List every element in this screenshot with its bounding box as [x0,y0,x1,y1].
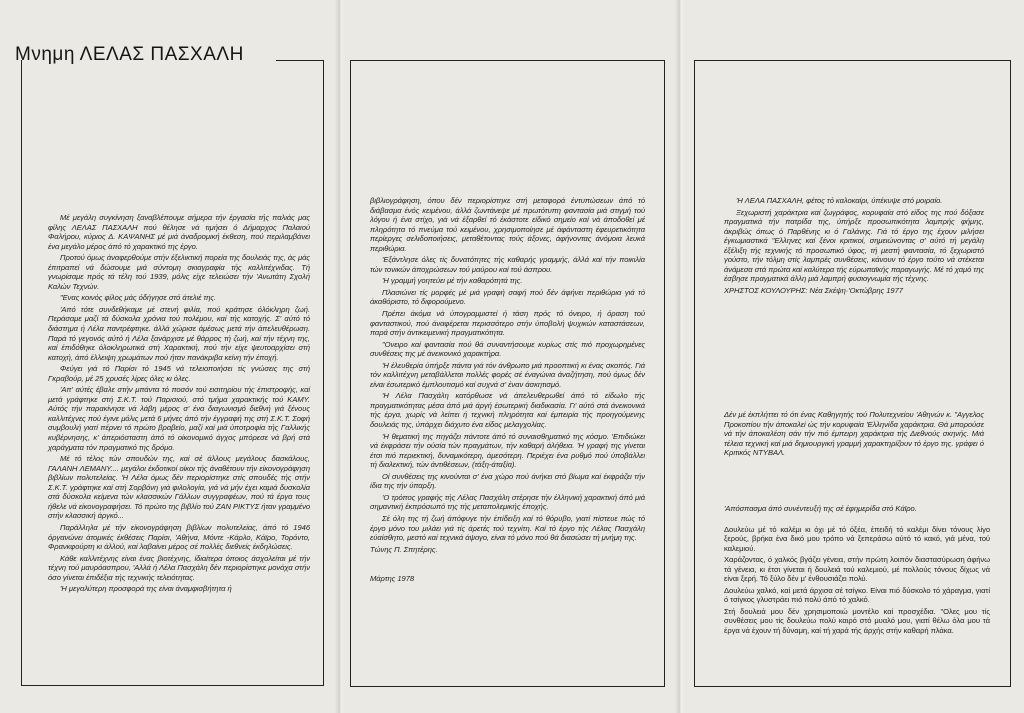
critic-signature: ΧΡΗΣΤΟΣ ΚΟΥΛΟΥΡΗΣ: Νέα Σκέψη·'Οκτώβρης 1977 [724,285,903,295]
panel-frame-left-top-rule [276,60,323,61]
paragraph: 'Η μεγαλύτερη προσφορά της είναι άναμφισβήτητα ή [60,584,232,594]
paragraph: 'Από τότε συνδεθήκαμε μέ στενή φιλία, πού κράτησε όλόκληρη ζωή. Περάσαμε μαζί τά δύσκολα χρόνια τού πολέμου, καί τής κατοχής. Σ' αύτό τό διάστημα ή Λέλα παντρέφτηκε. άλλά χώρισε άμέσως μετά τήν άπελευθέρωση. Παρά τό γεγονός αύτό ή Λέλα ξανάρχισε μέ θάρρος τή ζωή, καί τήν τέχνη της, καί έπιδόθηκε όλοκληρωτικά στή Χαρακτική, πού τήν είχε ψευτοαρχίσει στή κατοχή, άπό έλλειψη χρωμάτων πού ήταν πανάκριβα κείνη τήν έποχή. [48,304,310,362]
paragraph: 'Η θεματική της πηγάζει πάντοτε άπό τό συναισθηματικό της κόσμο. 'Επιδιώκει νά έκφράσει τήν ούσία τών πραγμάτων, τήν καθαρή άλήθεια. 'Η γραφή της γίνεται έτσι πιό περιεκτική, δυναμικότερη, άμεσότερη. Περιέχει ένα ρυθμό πού ύποβάλλει τή διαλεκτική, τών άντιθέσεων, (τάξη-άταξία). [370,431,645,470]
paragraph: 'Εξάντλησε όλες τίς δυνατότητες τής καθαρής γραμμής, άλλά καί τήν ποικιλία τών τονικών άποχρώσεων τού μαύρου καί τού άσπρου. [370,255,645,274]
paragraph: Οί συνθέσεις της κινούνται σ' ένα χώρο πού άνήκει στό βίωμα καί έκφράζει τήν ίδια της τήν ύπαρξη. [370,471,645,491]
paragraph: Χαράζοντας, ό χαλκός βγάζει γένεια, στήν πρώτη λοιπόν διαστασύρωση άφήνω τά γένεια, κι έτσι γίνεται ή δουλειά τού καλεμιού, μέ πολλούς τόνους δίχως νά είναι ξερή. Τό ξύλο δέν μ' ένθουσιάζει πολύ. [724,555,990,584]
column-left-text [48,213,310,596]
paragraph: Δέν μέ έκπλήττει τό ότι ένας Καθηγητής τού Πολυτεχνείου 'Αθηνών κ. "Αγγελος Προκοπίου τήν άποκαλεί ώς τήν κορυφαία 'Ελληνίδα χαράκτρια. Θά μπορούσε νά τήν άποκαλέση σάν τήν πιό έμπειρη χαράκτρια τής Διεθνούς σκηνής. Μιά τέλεια τεχνική καί μιά δημιουργική γραμμή χαρακτηρίζουν τό έργο της. γράφει ό Κριτικός ΝΤΥΒΑΛ. [724,410,984,458]
interview-intro: 'Απόσπασμα άπό συνέντευξή της σέ έφημερίδα στό Κάϊρο. [724,504,917,513]
paragraph: Κάθε καλλιτέχνης είναι ένας βιοτέχνης, ίδιαίτερα όποιος άσχολείται μέ τήν τέχνη τού μαυρόασπρου, 'Αλλά ή Λέλα Πασχάλη δέν περιορίστηκε μονάχα στήν όσο γίνεται έπιδέξια τής τεχνικής τελειότητας. [48,553,310,582]
paragraph: 'Η γραμμή γοητεύει μέ τήν καθαρότητά της. [382,276,523,286]
paragraph: Δουλεύω μέ τό καλέμι κι όχι μέ τό όξέα, έπειδή τό καλέμι δίνει τόνους λίγο ξερούς, βρήκα ένα δικό μου τρόπο νά ξεπεράσω αύτό τό κακό, γιά μένα, τού καλεμιού. [724,524,990,553]
paragraph: Δουλεύω χαλκό, καί μετά άρχισα σέ τσίγκο. Είναι πιό δύσκολο τό χάραγμα, γιατί ό τσίγκος γλυστράει πιό πολύ άπό τό χαλκό. [724,585,990,605]
paragraph: Πρέπει άκόμα νά ύπογραμμιστεί ή τάση πρός τό όνειρο, ή όραση τού φανταστικού, πού άναφέρεται περισσότερο στήν ύποβολή ψυχικών καταστάσεων, παρά στήν άντικειμενική πραγματικότητα. [370,309,645,338]
paragraph: 'Η Λέλα Πασχάλη κατόρθωσε νά άπελευθερωθεί άπό τό είδωλο τής πραγματικότητας μέσα άπό μιά άργή έσωτερική διαδικασία. Γι' αύτό στά άνεικονικά τής έργα, χωρίς νά λείπει ή τεχνική πληρότητα καί έμπειρία τής προηγούμενης δουλειάς της, ύπάρχει διάχυτο ένα είδος μελαγχολίας. [370,391,645,430]
paragraph: 'Ο τρόπος γραφής τής Λέλας Πασχάλη στέρησε τήν έλληνική χαρακτική άπό μιά σημαντική έκπρόσωπό της τής μεταπολεμικής έποχής. [370,492,645,512]
author-signature: Τώνης Π. Σπητέρης. [370,544,438,554]
paragraph: Στή δουλειά μου δέν χρησιμοποιώ μοντέλο καί προσχέδια. "Ολες μου τίς συνθέσεις μου τίς δουλεύω πολύ καιρό στό μυαλό μου, γιατί θέλω όλα μου τά έργα νά έχουν τή δύναμη, καί τή χαρά τής άρχής στήν καθαρή πλάκα. [724,606,990,636]
paragraph: "Ενας κοινός φίλος μάς όδήγησε στό άτελιέ της. [60,293,217,303]
column-right-interview [724,504,990,638]
paragraph: "Ονειρο καί φαντασία πού θά συναντήσουμε κυρίως στίς πιό προχωρημένες συνθέσεις της μέ άνεικονικό χαρακτήρα. [370,339,645,359]
paragraph: Προτού όμως άναφερθούμε στήν έξελικτική πορεία της δουλειάς της, άς μάς έπιτραπεί νά δώσουμε μιά σύντομη σκιαγραφία τής καλλιτέχνιδας. Τή γνωρίσαμε πρός τά τέλη τού 1939, μόλις είχε τελειώσει τήν 'Ανωτάτη Σχολή Καλών Τεχνών. [48,253,310,291]
paragraph: Μέ μεγάλη συγκίνηση ξαναβλέπουμε σήμερα τήν έργασία τής παλιάς μας φίλης ΛΕΛΑΣ ΠΑΣΧΑΛΗ πού θέλησε νά τιμήσει ό Δήμαρχος Παλαιού Φαλήρου, κύριος Δ. ΚΑΨΑΝΗΣ μέ μιά άναδρομική έκθεση, πού περιλαμβάνει ένα μεγάλο μέρος άπό τό χαρακτικό της έργο. [48,213,310,251]
paragraph: 'Απ' αύτές έβαλε στήν μπάντα τό ποσόν τού εισιτηρίου τής έπιστροφής, καί μετά γράφτηκε στή Σ.Κ.Τ. τού Παρισιού, στό τμήμα χαρακτικής τού ΚΑΜΥ. Αύτός τήν παρακίνησε νά λάβη μέρος σ' ένα διαγωνισμό διεθνή γιά ξένους καλλιτέχνες πού έγινε μόλις μετά 6 μήνες άπό τήν έγγραφή της στή Σ.Κ.Τ. Σοφή συμβουλή γιατί πέρνει τό πρώτο βραβείο, μαζί καί μιά ύποτροφία τής Γαλλικής κυβέρνησης, κ' άπεριόσταστη άπό τό οίκονομικό άγχος μπόρεσε νά βρή στά χαράγματα τόν πραγματικό της δρόμο. [48,385,310,452]
column-right-critic-quote [724,410,984,460]
paragraph: Φεύγει γιά τό Παρίσι τό 1945 νά τελειοποιήσει τίς γνώσεις της στή Γκραβούρ, μέ 25 χρυσές λίρες όλες κι όλες. [48,364,310,383]
page-title: Μνημη ΛΕΛΑΣ ΠΑΣΧΑΛΗ [15,44,244,65]
column-right-obituary [724,196,984,297]
paragraph: Παράλληλα μέ τήν είκονογράφηση βιβλίων πολυτελείας, άπό τό 1946 όργανώνει άτομικές έκθέσεις Παρίσι, 'Αθήνα, Μόντε -Κάρλο, Κάϊρο, Τορόντο, Φρανκφούρτη κι άλλού, καί λαβαίνει μέρος σέ πολλές διεθνείς έκδηλώσεις. [48,522,310,552]
fold-line-right [675,0,685,713]
paragraph: Σέ όλη της τή ζωή άπόφυγε τήν έπίδειξη καί τό θόρυβο, γιατί πίστευε πώς τό έργο μόνο του μιλάει γιά τίς άρετές τού τεχνίτη. Καί τό έργο τής Λέλας Πασχάλη εύαίσθητο, μεστό καί τεχνικά άψογο, είναι τό μόνο πού θά διασώσει τή μνήμη της. [370,513,645,543]
paragraph: Πλασιώνει τίς μορφές μέ μιά γραφή σαφή πού δέν άφήνει περιθώρια γιά τό άκαθόριστο, τό διφορούμενο. [370,287,645,307]
paragraph: Ξεχωριστή χαράκτρια καί ζωγράφος, κορυφαία στό είδος της πού δόξασε πραγματικά τήν πατρίδα της, ύπήρξε προσωπικότητα λαμπρής φήμης, άκριβώς όπως ό Παρθένης κι ό Γαλάνης. Γιά τό έργο της έχουν μιλήσει έγκωμιαστικά "Ελληνες καί ξένοι κριτικοί, σημειώνοντας σ' αύτό τή μεγάλη έξέλιξη τής τεχνικής τό προσωπικό ύφος, τή μεστή φαντασία, τό ξεχωριστό γούστο, τήν τόλμη στίς λαμπρές συνθέσεις, κάνουν τό έργο τούτο νά στέκεται άνάμεσα στά πρώτα καί καλύτερα τής εύρωπαϊκής παραγωγής. Μέ τό χαμό της έσβησε πραγματικά άλλη μιά λαμπρή φυσιογνωμία τής τέχνης. [724,207,984,284]
column-middle-text [370,196,645,586]
paragraph: 'Η ΛΕΛΑ ΠΑΣΧΑΛΗ, φέτος τό καλοκαίρι, ύπέκυψε στό μοιραίο. [736,196,943,205]
paragraph: 'Η έλευθερία ύπήρξε πάντα γιά τόν άνθρωπο μιά προοπτική κι ένας σκοπός. Γιά τόν καλλιτέχνη μεταβάλλεται πολλές φορές σέ έναγώνια άναζήτηση, πού όμως δέν είναι έσωτερικό έμπλουτισμό καί συχνά σ' έναν άσκητισμό. [370,360,645,389]
article-date: Μάρτης 1978 [370,574,415,584]
paragraph: Μέ τό τέλος τών σπουδών της, καί σέ άλλους μεγάλους δασκάλους, ΓΑΛΑΝΗ ΛΕΜΑΝΥ.... μεγάλοι έκδοτικοί οίκοι τής άναθέτουν τήν είκονογράφηση βιβλίων πολυτελείας. 'Η Λέλα όμως δέν περιορίστηκε στίς σπουδές τής στήν Σ.Κ.Τ. γράφτηκε καί στή Σορβόνη γιά φιλολογία, γιά νά μήν έχει καμιά δυσκολία στά δύσκολα κείμενα τών κλασσικών Γάλλων συγγραφέων, πού τά έργα τους ήθελε νά είκονογραφήσει. Τό πρώτο της βιβλίο τού ΖΑΝ ΡΙΚΤΥΣ ήταν γραμμένο στήν κλασσική άργκό... [48,454,310,521]
paragraph: βιβλιογράφηση, όπου δέν περιορίστηκε στή μεταφορά έντυπώσεων άπό τό διάβασμα ένός κειμένου, άλλά ζωντάνεψε μέ πρωτότυπη φαντασία μιά στιγμή τού λόγου ή ένα στίχο, γιά νά έξαρθεί τό έκάστοτε είδικό σημείο καί νά άποδοθεί μέ πληρότητα τό πνεύμα τού κειμένου, χρησιμοποίησε μέ άφάνταστη έφευρετικότητα περίεργες σελιδοποιήσεις, μεταθέτοντας τούς άξονες, άφήνοντας άνόμοια λευκά περιθώρια. [370,196,645,253]
fold-line-left [335,0,345,713]
